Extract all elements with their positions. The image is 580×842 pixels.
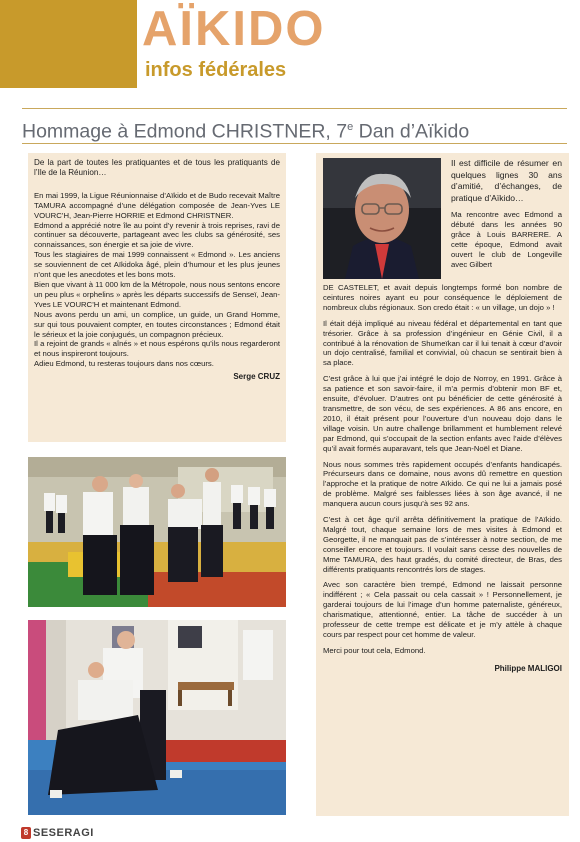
- article-title: Hommage à Edmond CHRISTNER, 7e Dan d’Aïkido: [22, 120, 470, 143]
- right-tribute-box: [316, 153, 569, 816]
- right-paragraph: Avec son caractère bien trempé, Edmond ne laissait personne indifférent ; « Cela passait ou cela cassait » ! Personnellement, je garderai toujours de lui l’image d’un homme paternaliste, généreux, charismatique, attentionné, entier. La tâche de succéder à un professeur de cette trempe est délicate et je m’y attèle à chaque cours par respect pour cet homme de valeur.: [323, 580, 562, 639]
- left-tribute-text: [34, 158, 280, 382]
- aikido-technique-photo: [28, 620, 286, 815]
- left-signature: Serge CRUZ: [233, 372, 280, 382]
- left-paragraph: Adieu Edmond, tu resteras toujours dans nos cœurs.: [34, 359, 214, 369]
- right-paragraph: Nous nous sommes très rapidement occupés d’enfants handicapés. Précurseurs dans ce domaine, nous avons dû remettre en question l’approche et la pratique de notre Aïkido. Ce qui ne lui a jamais posé de problème. Malgré ses faiblesses liées à son âge avancé, il ne manquera aucun cours jusqu’à ses 92 ans.: [323, 459, 562, 509]
- left-paragraph: Bien que vivant à 11 000 km de la Métropole, nous nous sentons encore un peu plus « orphelins » après les départs successifs de Senseï, Jean-Yves LE VOURC’H et maintenant Edmond.: [34, 279, 281, 309]
- left-paragraph: Edmond a apprécié notre île au point d’y revenir à trois reprises, ravi de continuer sa découverte, partageant avec les clubs sa générosité, ses connaissances, son énergie et sa joie de vivre.: [34, 220, 280, 250]
- footer-brand: SESERAGI: [33, 827, 94, 839]
- title-bottom-rule: [22, 143, 567, 144]
- left-tribute-box: [28, 153, 286, 442]
- right-wrap-paragraph: Ma rencontre avec Edmond a débuté dans les années 90 grâce à Louis BARRERE. A cette époque, Edmond avait ouvert le club de Longeville avec Gilbert: [451, 210, 562, 269]
- left-paragraph: Tous les stagiaires de mai 1999 connaissent « Edmond ». Les anciens se souviennent de cet Aïkidoka âgé, plein d’humour et les plus jeunes n’ont que les anecdotes et les bons mots.: [34, 250, 280, 280]
- left-intro: De la part de toutes les pratiquantes et de tous les pratiquants de l’Ile de la Réunion…: [34, 158, 280, 178]
- right-paragraph: Merci pour tout cela, Edmond.: [323, 645, 426, 655]
- portrait-photo: [323, 158, 441, 279]
- right-paragraph: Il était déjà impliqué au niveau fédéral et départemental en tant que trésorier. Grâce à sa profession d’ingénieur en Génie Civil, il a contribué à la rénovation de Shumeïkan car il lui tenait à cœur d’avoir un dojo centralisé, familial et convivial, où chacun se sentirait bien à sa place.: [323, 318, 562, 368]
- right-paragraph: C’est à cet âge qu’il arrêta définitivement la pratique de l’Aïkido. Malgré tout, chaque semaine lors de mes visites à Edmond et Georgette, il ne manquait pas de s’intéresser à notre section, de me conseiller encore et toujours. Il voulait sans cesse des nouvelles de Mme TAMURA, des haut gradés, du comité directeur, de Bras, des différents pratiquants rencontrés lors de stages.: [323, 515, 562, 574]
- section-title: infos fédérales: [145, 59, 287, 81]
- header-color-block: [0, 0, 137, 88]
- magazine-brand-title: AÏKIDO: [142, 2, 326, 56]
- page-number: 8: [21, 827, 31, 839]
- left-paragraph: En mai 1999, la Ligue Réunionnaise d’Aïkido et de Budo recevait Maître TAMURA accompagné d’une délégation composée de Jean-Yves LE VOURC’H, Jean-Pierre HORRIE et Edmond CHRISTNER.: [34, 190, 280, 220]
- right-signature: Philippe MALIGOI: [494, 663, 562, 673]
- right-paragraph: C’est grâce à lui que j’ai intégré le dojo de Norroy, en 1991. Grâce à sa patience et son savoir-faire, il m’a permis d’obtenir mon BF et, ensuite, d’évoluer. D’autres ont pu bénéficier de cette générosité à transmettre, de son vécu, de ses expériences. A 86 ans encore, en 2010, il était présent pour l’ouverture d’un nouveau dojo dans le village voisin. Un autre challenge brillamment et humblement relevé par Edmond, qui s’occupait de la section enfants avec l’aide d’élèves qu’il avait formés auparavant, tels que Jean-Noël et Diane.: [323, 374, 562, 453]
- right-wrap-continuation: DE CASTELET, et avait depuis longtemps formé bon nombre de ceintures noires ayant eu pour conséquence le déploiement de nombreux clubs régionaux. Son credo était : « un village, un dojo » !: [323, 283, 562, 312]
- dojo-group-photo: [28, 457, 286, 607]
- left-paragraph: Nous avons perdu un ami, un complice, un guide, un Grand Homme, sur qui tous pouvaient compter, en toutes circonstances ; Edmond était le sérieux et la joie conjugués, un compagnon précieux.: [34, 309, 280, 339]
- title-top-rule: [22, 108, 567, 109]
- right-lead: Il est difficile de résumer en quelques lignes 30 ans d’amitié, d’échanges, de pratique d’Aïkido…: [451, 158, 562, 203]
- left-paragraph: Il a rejoint de grands « aînés » et nous espérons qu’ils nous regarderont et nous inspireront toujours.: [34, 339, 280, 359]
